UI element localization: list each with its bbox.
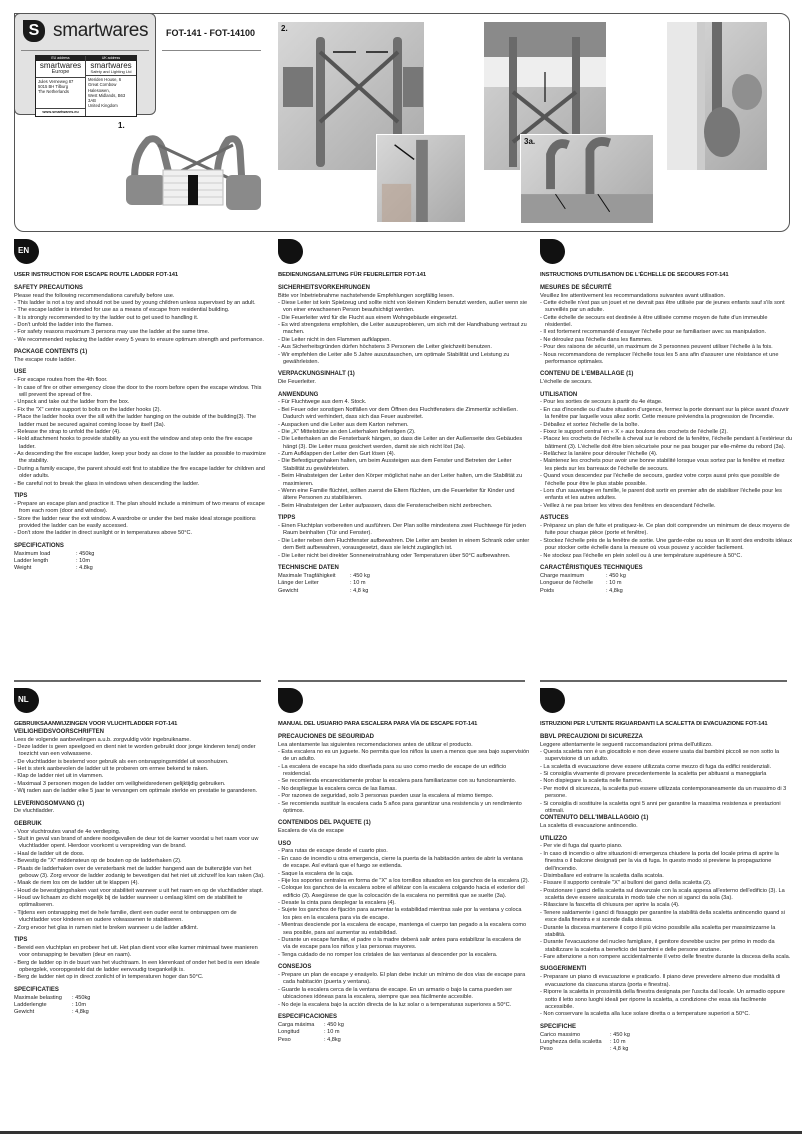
figure-1-ladder-image bbox=[118, 120, 263, 225]
list-item: - En cas d'incendie ou d'autre situation d'urgence, fermez la porte donnant sur la pièce avant d'ouvrir la fenêtre par laquelle vous allez sortir. Cette mesure préviendra la progression de l'incendie. bbox=[540, 407, 792, 422]
use-list-nl bbox=[14, 829, 266, 932]
list-item: - Release the strap to unfold the ladder (4). bbox=[14, 429, 266, 436]
spec-row: Länge der Leiter : 10 m bbox=[278, 580, 366, 587]
list-item: - Sujete los ganchos de fijación para aumentar la estabilidad mientras sale por la ventana y coloca los pies en la escalera para vía de escape. bbox=[278, 907, 530, 922]
package-text-de: Die Feuerleiter. bbox=[278, 379, 316, 386]
tips-title-de: TIPPS bbox=[278, 515, 296, 522]
list-item: - Per vie di fuga dal quarto piano. bbox=[540, 843, 792, 850]
list-item: - Ne stockez pas l'échelle en plein soleil ou à une température supérieure à 50°C. bbox=[540, 553, 792, 560]
doc-title-fr: INSTRUCTIONS D'UTILISATION DE L'ÉCHELLE DE SECOURS FOT-141 bbox=[540, 272, 729, 278]
list-item: - Maximaal 3 personen mogen de ladder om veiligheidsredenen gelijktijdig gebruiken. bbox=[14, 781, 266, 788]
spec-title-es: ESPECIFICACIONES bbox=[278, 1013, 338, 1020]
list-item: - Don't store the ladder in direct sunlight or in temperatures above 50°C. bbox=[14, 530, 266, 537]
list-item: - Bei Feuer oder sonstigen Notfällen vor dem Öffnen des Fluchtfensters die Zimmertür schließen. Dadurch wird verhindert, dass sich das Feuer ausbreitet. bbox=[278, 407, 530, 422]
brand-logo bbox=[23, 20, 148, 42]
list-item: - Houd de bevestigingshaken vast voor stabiliteit wanneer u uit het raam en op de vluchtladder stapt. bbox=[14, 888, 266, 895]
lang-badge-es bbox=[278, 688, 303, 713]
list-item: - Prepare un plan de escape y ensáyelo. El plan debe incluir un mínimo de dos vías de escape para cada habitación (puerta y ventana). bbox=[278, 972, 530, 987]
list-item: - Por razones de seguridad, solo 3 personas pueden usar la escalera al mismo tiempo. bbox=[278, 793, 530, 800]
package-title-en: PACKAGE CONTENTS (1) bbox=[14, 349, 88, 356]
safety-intro-en: Please read the following recommendations carefully before use. bbox=[14, 292, 175, 299]
spec-row: Maximale belasting : 450kg bbox=[14, 994, 91, 1001]
lang-badge-it bbox=[540, 688, 565, 713]
package-text-it: La scaletta di evacuazione antincendio. bbox=[540, 823, 638, 830]
use-title-it: UTILIZZO bbox=[540, 835, 567, 842]
safety-list-en bbox=[14, 300, 266, 344]
list-item: - Pour des raisons de sécurité, un maximum de 3 personnes peuvent utiliser l'échelle à la fois. bbox=[540, 344, 792, 351]
list-item: - Cette échelle n'est pas un jouet et ne devrait pas être utilisée par de jeunes enfants sauf s'ils sont surveillés par un adulte. bbox=[540, 300, 792, 315]
list-item: - La escalera de escape ha sido diseñada para su uso como medio de escape de un edificio residencial. bbox=[278, 764, 530, 779]
spec-row: Maximale Tragfähigkeit : 450 kg bbox=[278, 572, 370, 579]
doc-title-es: MANUAL DEL USUARIO PARA ESCALERA PARA VÍA DE ESCAPE FOT-141 bbox=[278, 721, 478, 727]
safety-list-nl bbox=[14, 744, 266, 796]
brand-box bbox=[14, 13, 156, 115]
use-title-fr: UTILISATION bbox=[540, 391, 578, 398]
list-item: - Für Fluchtwege aus dem 4. Stock. bbox=[278, 399, 530, 406]
list-item: - Die „X" Mittelstütze an den Leiterhaken befestigen (2). bbox=[278, 429, 530, 436]
list-item: - Pour les sorties de secours à partir du 4e étage. bbox=[540, 399, 792, 406]
list-item: - Plaats de ladderhaken over de vensterbank met de ladder hangend aan de buitenzijde van het gebouw (3). Zorg ervoor de ladder zodanig te bevestigen dat het niet uit zichzelf los kan raken (3a). bbox=[14, 866, 266, 881]
section-divider bbox=[14, 680, 261, 682]
list-item: - Place the ladder hooks over the sill with the ladder hanging on the outside of the building(3). The ladder must be secured against coming loose by itself (3a). bbox=[14, 414, 266, 429]
tips-title-es: CONSEJOS bbox=[278, 964, 312, 971]
spec-row: Charge maximum : 450 kg bbox=[540, 572, 626, 579]
safety-title-fr: MESURES DE SÉCURITÉ bbox=[540, 284, 612, 291]
list-item: - Die Befestigungshaken halten, um beim Aussteigen aus dem Fenster und Betreten der Leiter Stabilität zu gewährleisten. bbox=[278, 458, 530, 473]
use-list-de bbox=[278, 399, 530, 510]
list-item: - Berg de ladder niet op in direct zonlicht of in temperaturen hoger dan 50°C. bbox=[14, 974, 266, 981]
smartwares-logo-icon: S bbox=[23, 20, 45, 42]
list-item: - Beim Hinabsteigen der Leiter den Körper möglichst nahe an der Leiter halten, um die Stabilität zu maximieren. bbox=[278, 473, 530, 488]
list-item: - Wir empfehlen die Leiter alle 5 Jahre auszutauschen, um optimale Stabilität und Leistung zu gewährleisten. bbox=[278, 352, 530, 367]
safety-intro-fr: Veuillez lire attentivement les recommandations suivantes avant utilisation. bbox=[540, 292, 726, 299]
spec-row: Carga máxima : 450 kg bbox=[278, 1021, 344, 1028]
list-item: - Durante un escape familiar, el padre o la madre deberá salir antes para estabilizar la escalera de vía de escape para los niños y las personas mayores. bbox=[278, 937, 530, 952]
hook-bolt-detail-icon bbox=[377, 135, 465, 222]
list-item: - Zum Aufklappen der Leiter den Gurt lösen (4). bbox=[278, 451, 530, 458]
list-item: - In caso di incendio o altre situazioni di emergenza chiudere la porta del locale prima di aprire la finestra o il balcone designati per la via di fuga. In questo modo si previene la propagazione dell'incendio. bbox=[540, 851, 792, 873]
tips-title-fr: ASTUCES bbox=[540, 515, 569, 522]
package-text-en: The escape route ladder. bbox=[14, 357, 76, 364]
list-item: - Se recomienda encarecidamente probar la escalera para familiarizarse con su funcionamiento. bbox=[278, 778, 530, 785]
spec-title-de: TECHNISCHE DATEN bbox=[278, 564, 339, 571]
list-item: - Preparare un piano di evacuazione e praticarlo. Il piano deve prevedere almeno due modalità di evacuazione da ciascuna stanza (porta e finestra). bbox=[540, 974, 792, 989]
list-item: - For escape routes from the 4th floor. bbox=[14, 377, 266, 384]
list-item: - Haal de ladder uit de doos. bbox=[14, 851, 266, 858]
list-item: - Ne déroulez pas l'échelle dans les flammes. bbox=[540, 337, 792, 344]
list-item: - Store the ladder near the exit window. A wardrobe or under the bed make ideal storage positions provided the ladder can be easily accessed. bbox=[14, 516, 266, 531]
list-item: - Si consiglia di sostituire la scaletta ogni 5 anni per garantire la massima resistenza e prestazioni ottimali. bbox=[540, 801, 792, 816]
list-item: - Hold attachment hooks to provide stability as you exit the window and step onto the fire escape ladder. bbox=[14, 436, 266, 451]
list-item: - During a family escape, the parent should exit first to stabilize the fire escape ladder for children and older adults. bbox=[14, 466, 266, 481]
list-item: - This ladder is not a toy and should not be used by young children unless supervised by an adult. bbox=[14, 300, 266, 307]
spec-row: Lunghezza della scaletta : 10 m bbox=[540, 1038, 626, 1045]
safety-title-en: SAFETY PRECAUTIONS bbox=[14, 284, 83, 291]
list-item: - As descending the fire escape ladder, keep your body as close to the ladder as possible to maximize the stability. bbox=[14, 451, 266, 466]
ladder-folded-icon bbox=[118, 120, 263, 225]
lang-badge-de bbox=[278, 239, 303, 264]
list-item: - Cette échelle de secours est destinée à être utilisée comme moyen de fuite d'un immeuble résidentiel. bbox=[540, 315, 792, 330]
list-item: - Die Leiter nicht bei direkter Sonneneinstrahlung oder Temperaturen über 50°C aufbewahren. bbox=[278, 553, 530, 560]
list-item: - Voor vluchtroutes vanaf de 4e verdieping. bbox=[14, 829, 266, 836]
section-de bbox=[278, 239, 530, 595]
doc-title-de: BEDIENUNGSANLEITUNG FÜR FEUERLEITER FOT-141 bbox=[278, 272, 427, 278]
safety-list-es bbox=[278, 749, 530, 815]
list-item: - Wij raden aan de ladder elke 5 jaar te vervangen om optimale sterkte en prestatie te garanderen. bbox=[14, 788, 266, 795]
list-item: - Prepare an escape plan and practice it. The plan should include a minimum of two means of escape from each room (door and window). bbox=[14, 501, 266, 516]
list-item: - Be careful not to break the glass in windows when descending the ladder. bbox=[14, 481, 266, 488]
spec-row: Carico massimo : 450 kg bbox=[540, 1031, 630, 1038]
spec-row: Longueur de l'échelle : 10 m bbox=[540, 580, 622, 587]
spec-title-en: SPECIFICATIONS bbox=[14, 542, 64, 549]
list-item: - Berg de ladder op in de buurt van het vluchtraam. In een klerenkast of onder het bed is een ideale opbergplek, vooropgesteld dat de ladder eenvoudig toegankelijk is. bbox=[14, 960, 266, 975]
safety-intro-it: Leggere attentamente le seguenti raccomandazioni prima dell'utilizzo. bbox=[540, 741, 713, 748]
figure-4-image bbox=[667, 22, 767, 170]
safety-list-it bbox=[540, 749, 792, 815]
tips-list-it bbox=[540, 974, 792, 1018]
list-item: - Lors d'un sauvetage en famille, le parent doit sortir en premier afin de stabiliser l'échelle pour les enfants et les autres adultes. bbox=[540, 488, 792, 503]
list-item: - Unpack and take out the ladder from the box. bbox=[14, 399, 266, 406]
list-item: - La scaletta di evacuazione deve essere utilizzata come mezzo di fuga da edifici residenziali. bbox=[540, 764, 792, 771]
model-rule bbox=[162, 50, 261, 51]
list-item: - Die Leiterhaken an die Fensterbank hängen, so dass die Leiter an der Außenseite des Gebäudes hängt (3). Die Leiter muss gesichert werden, damit sie sich nicht löst (3a). bbox=[278, 436, 530, 451]
address-table bbox=[35, 55, 137, 117]
safety-title-nl: VEILIGHEIDSVOORSCHRIFTEN bbox=[14, 728, 105, 735]
tips-list-fr bbox=[540, 523, 792, 560]
tips-title-en: TIPS bbox=[14, 492, 28, 499]
list-item: - Per motivi di sicurezza, la scaletta può essere utilizzata contemporaneamente da un massimo di 3 persone. bbox=[540, 786, 792, 801]
address-eu-lines: Jules Verneweg 87 5015 BH Tilburg The Netherlands bbox=[38, 78, 74, 94]
list-item: - Zorg ervoor het glas in ramen niet te breken wanneer u de ladder afklimt. bbox=[14, 925, 266, 932]
spec-row: Weight : 4.8kg bbox=[14, 565, 93, 572]
list-item: - Non dispiegare la scaletta nelle fiamme. bbox=[540, 778, 792, 785]
doc-title-it: ISTRUZIONI PER L'UTENTE RIGUARDANTI LA SCALETTA DI EVACUAZIONE FOT-141 bbox=[540, 721, 768, 727]
address-uk-brand: smartwares Safety and Lighting Ltd bbox=[86, 61, 136, 76]
use-title-en: USE bbox=[14, 369, 27, 376]
spec-row: Maximum load : 450kg bbox=[14, 550, 95, 557]
safety-list-fr bbox=[540, 300, 792, 366]
list-item: - Coloque los ganchos de la escalera sobre el alféizar con la escalera colgando hacia el exterior del edificio (3). Asegúrese de que la colocación de la escalera no permitirá que se suelte (3a). bbox=[278, 885, 530, 900]
spec-row: Ladder length : 10m bbox=[14, 558, 90, 565]
list-item: - Desate la cinta para desplegar la escalera (4). bbox=[278, 900, 530, 907]
list-item: - Quand vous descendez par l'échelle de secours, gardez votre corps aussi près que possible de l'échelle pour être le plus stable possible. bbox=[540, 473, 792, 488]
use-title-es: USO bbox=[278, 840, 292, 847]
spec-row: Poids : 4,8kg bbox=[540, 587, 623, 594]
list-item: - Sluit in geval van brand of andere noodgevallen de deur tot de kamer voordat u het raam voor uw vluchtladder opent. Hierdoor voorkomt u verspreiding van de brand. bbox=[14, 836, 266, 851]
tips-title-nl: TIPS bbox=[14, 936, 28, 943]
package-text-fr: L'échelle de secours. bbox=[540, 379, 593, 386]
list-item: - Disimballare ed estrarre la scaletta dalla scatola. bbox=[540, 873, 792, 880]
list-item: - Tenere saldamente i ganci di fissaggio per garantire la stabilità della scaletta antincendio quand si esce dalla finestra e si scende dalla stessa. bbox=[540, 910, 792, 925]
list-item: - Fije los soportes centrales en forma de "X" a los tornillos situados en los ganchos de la escalera (2). bbox=[278, 878, 530, 885]
list-item: - It is strongly recommended to try the ladder out to get used to handling it. bbox=[14, 315, 266, 322]
list-item: - Se recomienda sustituir la escalera cada 5 años para garantizar una resistencia y un rendimiento óptimos. bbox=[278, 801, 530, 816]
address-eu-label: EU address bbox=[36, 56, 85, 61]
spec-title-nl: SPECIFICATIES bbox=[14, 986, 59, 993]
tips-list-en bbox=[14, 501, 266, 538]
tips-list-nl bbox=[14, 945, 266, 982]
spec-title-it: SPECIFICHE bbox=[540, 1023, 577, 1030]
safety-intro-de: Bitte vor Inbetriebnahme nachstehende Empfehlungen sorgfältig lesen. bbox=[278, 292, 455, 299]
list-item: - No despliegue la escalera cerca de las llamas. bbox=[278, 786, 530, 793]
list-item: - Die Feuerleiter wird für die Flucht aus einem Wohngebäude eingesetzt. bbox=[278, 315, 530, 322]
list-item: - Posizionare i ganci della scaletta sul davanzale con la scala appesa all'esterno dell'edificio (3). La scaletta deve essere assicurata in modo tale che non si sganci da sola (3a). bbox=[540, 888, 792, 903]
use-title-nl: GEBRUIK bbox=[14, 820, 42, 827]
list-item: - Esta escalera no es un juguete. No permita que los niños la usen a menos que sea bajo supervisión de un adulto. bbox=[278, 749, 530, 764]
section-es bbox=[278, 688, 530, 1044]
use-title-de: ANWENDUNG bbox=[278, 391, 319, 398]
model-number: FOT-141 - FOT-14100 bbox=[166, 28, 256, 38]
tips-list-es bbox=[278, 972, 530, 1009]
list-item: - Placez les crochets de l'échelle à cheval sur le rebord de la fenêtre, l'échelle pendant à l'extérieur du bâtiment (3). L'échelle doit être bien sécurisée pour ne pas bouger par elle-même du rebord (3a). bbox=[540, 436, 792, 451]
spec-row: Peso : 4,8 kg bbox=[540, 1046, 629, 1053]
list-item: - Beim Hinabsteigen der Leiter aufpassen, dass die Fensterscheiben nicht zerbrechen. bbox=[278, 503, 530, 510]
safety-intro-es: Lea atentamente las siguientes recomendaciones antes de utilizar el producto. bbox=[278, 741, 473, 748]
list-item: - Wenn eine Familie flüchtet, sollten zuerst die Eltern flüchten, um die Feuerleiter für Kinder und ältere Personen zu stabilisieren. bbox=[278, 488, 530, 503]
list-item: - Tenga cuidado de no romper los cristales de las ventanas al descender por la escalera. bbox=[278, 952, 530, 959]
package-title-es: CONTENIDOS DEL PAQUETE (1) bbox=[278, 820, 371, 827]
address-uk-label: UK address bbox=[86, 56, 136, 61]
list-item: - Stockez l'échelle près de la fenêtre de sortie. Une garde-robe ou sous un lit sont des endroits idéaux pour stocker cette échelle dans la mesure où vous pouvez y accéder facilement. bbox=[540, 538, 792, 553]
list-item: - Déballez et sortez l'échelle de la boîte. bbox=[540, 422, 792, 429]
tips-title-it: SUGGERIMENTI bbox=[540, 966, 587, 973]
section-fr bbox=[540, 239, 792, 595]
use-list-fr bbox=[540, 399, 792, 510]
safety-title-es: PRECAUCIONES DE SEGURIDAD bbox=[278, 733, 375, 740]
address-eu bbox=[36, 56, 86, 116]
tips-list-de bbox=[278, 523, 530, 560]
list-item: - Rilasciare la fascetta di chiusura per aprire la scala (4). bbox=[540, 902, 792, 909]
address-uk bbox=[86, 56, 136, 116]
address-eu-brand: smartwares Europe bbox=[36, 61, 85, 78]
list-item: - Maak de riem los om de ladder uit te klappen (4). bbox=[14, 880, 266, 887]
doc-title-en: USER INSTRUCTION FOR ESCAPE ROUTE LADDER FOT-141 bbox=[14, 272, 178, 278]
list-item: - Il est fortement recommandé d'essayer l'échelle pour se familiariser avec sa manipulation. bbox=[540, 329, 792, 336]
list-item: - Nous recommandons de remplacer l'échelle tous les 5 ans afin d'assurer une résistance et une performance optimales. bbox=[540, 352, 792, 367]
figure-1-label: 1. bbox=[118, 121, 125, 130]
use-list-it bbox=[540, 843, 792, 961]
doc-title-nl: GEBRUIKSAANWIJZINGEN VOOR VLUCHTLADDER FOT-141 bbox=[14, 721, 178, 727]
list-item: - Die Leiter nicht in den Flammen aufklappen. bbox=[278, 337, 530, 344]
safety-list-de bbox=[278, 300, 530, 366]
list-item: - No deje la escalera bajo la acción directa de la luz solar o a temperaturas superiores a 50°C. bbox=[278, 1002, 530, 1009]
spec-row: Gewicht : 4,8kg bbox=[14, 1009, 89, 1016]
spec-row: Longitud : 10 m bbox=[278, 1029, 340, 1036]
list-item: - Einen Fluchtplan vorbereiten und ausführen. Der Plan sollte mindestens zwei Fluchtwege für jeden Raum beinhalten (Tür und Fenster). bbox=[278, 523, 530, 538]
spec-title-fr: CARACTÉRISTIQUES TECHNIQUES bbox=[540, 564, 643, 571]
list-item: - In case of fire or other emergency close the door to the room before open the escape window. This will prevent the spread of fire. bbox=[14, 385, 266, 400]
package-title-fr: CONTENU DE L'EMBALLAGE (1) bbox=[540, 371, 634, 378]
section-en bbox=[14, 239, 266, 573]
package-title-de: VERPACKUNGSINHALT (1) bbox=[278, 371, 355, 378]
list-item: - Tijdens een ontsnapping met de hele familie, dient een ouder eerst te ontsnappen om de vluchtladder voor kinderen en oudere volwassenen te stabiliseren. bbox=[14, 910, 266, 925]
list-item: - Saque la escalera de la caja. bbox=[278, 871, 530, 878]
list-item: - Fissare il supporto centrale "X" ai bulloni dei ganci della scaletta (2). bbox=[540, 880, 792, 887]
section-divider bbox=[278, 680, 525, 682]
use-list-es bbox=[278, 848, 530, 959]
list-item: - Si consiglia vivamente di provare precedentemente la scaletta per abituarsi a maneggiarla bbox=[540, 771, 792, 778]
list-item: - Diese Leiter ist kein Spielzeug und sollte nicht von kleinen Kindern benutzt werden, außer wenn sie von einer erwachsenen Person beaufsichtigt werden. bbox=[278, 300, 530, 315]
list-item: - Préparez un plan de fuite et pratiquez-le. Ce plan doit comprendre un minimum de deux moyens de fuite pour chaque pièce (porte et fenêtre). bbox=[540, 523, 792, 538]
list-item: - Auspacken und die Leiter aus dem Karton nehmen. bbox=[278, 422, 530, 429]
package-text-es: Escalera de vía de escape bbox=[278, 828, 344, 835]
spec-row: Peso : 4,8kg bbox=[278, 1036, 341, 1043]
list-item: - Veillez à ne pas briser les vitres des fenêtres en descendant l'échelle. bbox=[540, 503, 792, 510]
list-item: - The escape ladder is intended for use as a means of escape from residential building. bbox=[14, 307, 266, 314]
list-item: - Maintenez les crochets pour avoir une bonne stabilité lorsque vous sortez par la fenêtre et mettez les pieds sur les barreaux de l'échelle de secours. bbox=[540, 458, 792, 473]
list-item: - Die Leiter neben dem Fluchtfenster aufbewahren. Die Leiter am besten in einem Schrank oder unter dem Bett aufbewahren, vorausgesetzt, dass sie leicht zugänglich ist. bbox=[278, 538, 530, 553]
safety-title-it: BBVL PRECAUZIONI DI SICUREZZA bbox=[540, 733, 643, 740]
list-item: - Relâchez la lanière pour dérouler l'échelle (4). bbox=[540, 451, 792, 458]
section-divider bbox=[540, 680, 787, 682]
brand-divider bbox=[21, 50, 149, 51]
list-item: - Don't unfold the ladder into the flames. bbox=[14, 322, 266, 329]
list-item: - Bereid een vluchtplan en probeer het uit. Het plan dient voor elke kamer minimaal twee manieren voor ontsnapping te bevatten (deur en raam). bbox=[14, 945, 266, 960]
list-item: - Het is sterk aanbevolen de ladder uit te proberen om ermee bekend te raken. bbox=[14, 766, 266, 773]
list-item: - Fare attenzione a non rompere accidentalmente il vetro delle finestre durante la discesa della scala. bbox=[540, 954, 792, 961]
list-item: - De vluchtladder is bestemd voor gebruik als een ontsnappingsmiddel uit woonhuizen. bbox=[14, 759, 266, 766]
list-item: - For safety reasons maximum 3 persons may use the ladder at the same time. bbox=[14, 329, 266, 336]
list-item: - Deze ladder is geen speelgoed en dient niet te worden gebruikt door jonge kinderen tenzij onder toezicht van een volwassene. bbox=[14, 744, 266, 759]
list-item: - Non conservare la scaletta alla luce solare diretta o a temperature superiori a 50°C. bbox=[540, 1011, 792, 1018]
figure-3a-label: 3a. bbox=[524, 137, 536, 146]
lang-badge-en: EN bbox=[14, 239, 39, 264]
list-item: - Riporre la scaletta in prossimità della finestra designata per l'uscita dal locale. Un armadio oppure sotto il letto sono luoghi ideali per riporre la scaletta, a condizione che essa sia facilmente accessibile. bbox=[540, 989, 792, 1011]
list-item: - Bevestig de "X" middensteun op de bouten op de ladderhaken (2). bbox=[14, 858, 266, 865]
package-title-it: CONTENUTO DELL'IMBALLAGGIO (1) bbox=[540, 815, 649, 822]
list-item: - Mientras desciende por la escalera de escape, mantenga el cuerpo tan pegado a la escalera como sea posible, para así aumentar su estabilidad. bbox=[278, 922, 530, 937]
list-item: - Fix the "X" centre support to bolts on the ladder hooks (2). bbox=[14, 407, 266, 414]
figure-2-detail-image bbox=[376, 134, 466, 223]
use-list-en bbox=[14, 377, 266, 488]
safety-title-de: SICHERHEITSVORKEHRUNGEN bbox=[278, 284, 371, 291]
list-item: - Questa scaletta non è un giocattolo e non deve essere usata dai bambini piccoli se non sotto la supervisione di un adulto. bbox=[540, 749, 792, 764]
release-strap-icon bbox=[667, 22, 767, 170]
figure-3a-image bbox=[520, 134, 654, 224]
figure-2-label: 2. bbox=[281, 24, 288, 33]
list-item: - Durante la discesa mantenere il corpo il più vicino possibile alla scaletta per massimizzarne la stabilità. bbox=[540, 925, 792, 940]
list-item: - Klap de ladder niet uit in vlammen. bbox=[14, 773, 266, 780]
list-item: - Para rutas de escape desde el cuarto piso. bbox=[278, 848, 530, 855]
list-item: - Guarde la escalera cerca de la ventana de escape. En un armario o bajo la cama pueden ser ubicaciones idóneas para la escalera, siempre que sea fácilmente accesible. bbox=[278, 987, 530, 1002]
address-eu-web: www.smartwares.eu bbox=[36, 108, 85, 116]
lang-badge-nl: NL bbox=[14, 688, 39, 713]
list-item: - We recommended replacing the ladder every 5 years to ensure optimum strength and performance. bbox=[14, 337, 266, 344]
list-item: - Durante l'evacuazione del nucleo famigliare, il genitore dovrebbe uscire per primo in modo da stabilizzare la scaletta a beneficio dei bambini e delle persone anziane. bbox=[540, 939, 792, 954]
safety-intro-nl: Lees de volgende aanbevelingen a.u.b. zorgvuldig vóór ingebruikname. bbox=[14, 736, 191, 743]
address-uk-lines: Meriden House, 6 Great Cornbow Halesowen, West Midlands, B63 3AB United Kingdom bbox=[88, 77, 126, 109]
package-title-nl: LEVERINGSOMVANG (1) bbox=[14, 800, 85, 807]
list-item: - En caso de incendio u otra emergencia, cierre la puerta de la habitación antes de abrir la ventana de escape. Así evitará que el fuego se extienda. bbox=[278, 856, 530, 871]
package-text-nl: De vluchtladder. bbox=[14, 808, 55, 815]
brand-name: smartwares bbox=[53, 20, 149, 41]
section-nl bbox=[14, 688, 266, 1017]
list-item: - Houd uw lichaam zo dicht mogelijk bij de ladder wanneer u omlaag klimt om de stabiliteit te optimaliseren. bbox=[14, 895, 266, 910]
list-item: - Fixez le support central en « X » aux boulons des crochets de l'échelle (2). bbox=[540, 429, 792, 436]
section-it bbox=[540, 688, 792, 1054]
list-item: - Es wird strengstens empfohlen, die Leiter auszuprobieren, um sich mit der Handhabung vertraut zu machen. bbox=[278, 322, 530, 337]
hooks-on-sill-icon bbox=[521, 135, 653, 224]
spec-row: Gewicht : 4,8 kg bbox=[278, 587, 369, 594]
list-item: - Aus Sicherheitsgründen dürfen höchstens 3 Personen die Leiter gleichzeiti benutzen. bbox=[278, 344, 530, 351]
spec-row: Ladderlengte : 10m bbox=[14, 1002, 86, 1009]
lang-badge-fr bbox=[540, 239, 565, 264]
